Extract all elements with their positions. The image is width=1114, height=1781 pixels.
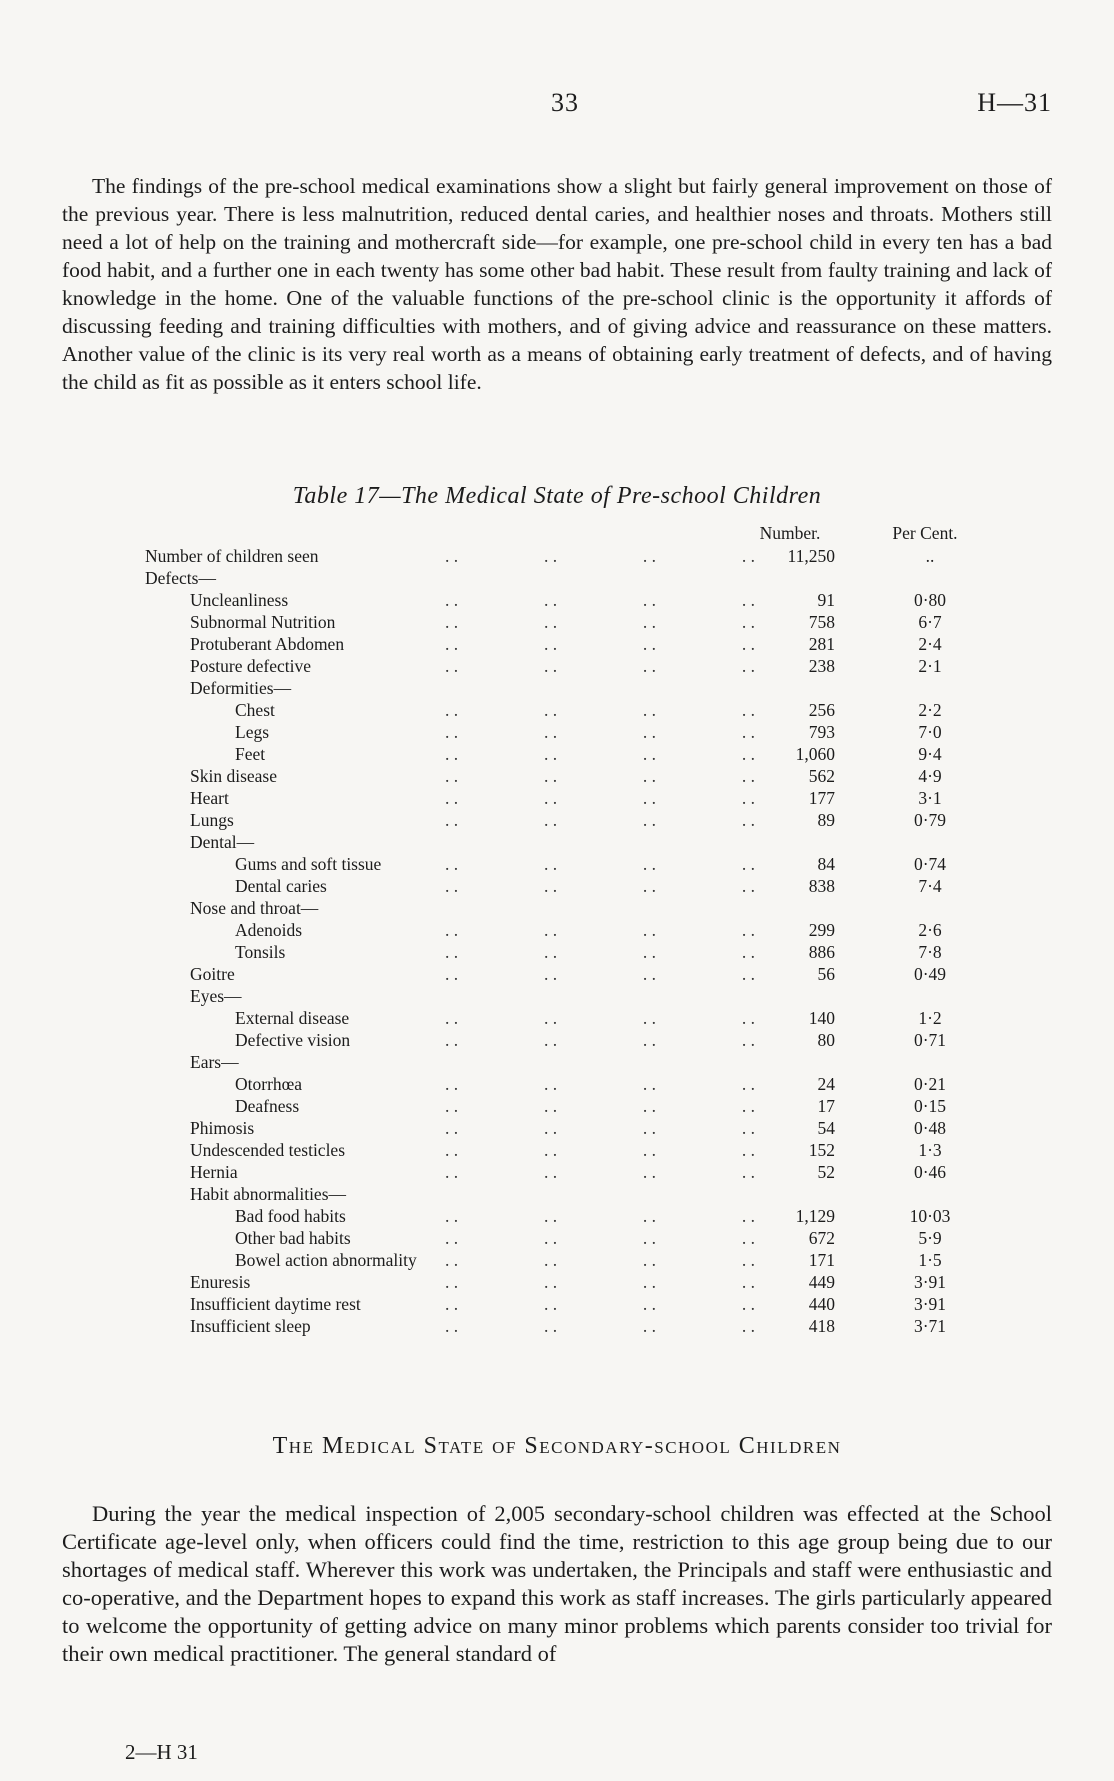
row-number: 17 <box>817 1096 835 1116</box>
table-row <box>145 1051 995 1073</box>
table-row <box>145 721 995 743</box>
row-label: Bowel action abnormality <box>235 1250 417 1270</box>
row-percent: 2·1 <box>918 656 942 676</box>
row-label: Chest <box>235 700 275 720</box>
secondary-school-paragraph: During the year the medical inspection of 2,005 secondary-school children was effected at the School Certificate age-level only, when officers could find the time, restriction to this age group being due to our shortages of medical staff. Wherever this work was undertaken, the Principals and staff were enthusiastic and co-operative, and the Department hopes to expand this work as staff increases. The girls particularly appeared to welcome the opportunity of getting advice on many minor problems which parents consider too trivial for their own medical practitioner. The general standard of <box>62 1500 1052 1666</box>
row-label: Bad food habits <box>235 1206 346 1226</box>
dot-leaders: . . . . . . . . <box>445 766 755 786</box>
row-percent: 0·79 <box>913 810 947 830</box>
dot-leaders: . . . . . . . . <box>445 656 755 676</box>
dot-leaders: . . . . . . . . <box>445 744 755 764</box>
row-number: 1,060 <box>795 744 835 764</box>
table-row <box>145 545 995 567</box>
row-percent: 6·7 <box>918 612 942 632</box>
row-label: Heart <box>190 788 229 808</box>
table-row <box>145 765 995 787</box>
row-percent: 0·15 <box>913 1096 947 1116</box>
dot-leaders: . . . . . . . . <box>445 722 755 742</box>
table-row <box>145 985 995 1007</box>
dot-leaders: . . . . . . . . <box>445 1294 755 1314</box>
row-percent: 2·4 <box>918 634 942 654</box>
table-row <box>145 1029 995 1051</box>
table-row <box>145 1139 995 1161</box>
row-percent: 0·48 <box>913 1118 947 1138</box>
row-percent: 5·9 <box>918 1228 942 1248</box>
row-label: Feet <box>235 744 266 764</box>
dot-leaders: . . . . . . . . <box>445 700 755 720</box>
row-percent: 7·4 <box>918 876 942 896</box>
row-number: 52 <box>817 1162 835 1182</box>
row-number: 89 <box>817 810 835 830</box>
table-row <box>145 1183 995 1205</box>
table-row <box>145 1007 995 1029</box>
column-header-number: Number. <box>759 523 821 543</box>
row-label: Tonsils <box>235 942 286 962</box>
table-row <box>145 567 995 589</box>
row-label: Legs <box>235 722 270 742</box>
dot-leaders: . . . . . . . . <box>445 854 755 874</box>
row-number: 177 <box>808 788 835 808</box>
table-row <box>145 1161 995 1183</box>
row-number: 838 <box>808 876 835 896</box>
row-number: 171 <box>808 1250 835 1270</box>
dot-leaders: . . . . . . . . <box>445 1096 755 1116</box>
row-percent: .. <box>925 546 935 566</box>
dot-leaders: . . . . . . . . <box>445 1316 755 1336</box>
row-label: Defective vision <box>235 1030 351 1050</box>
dot-leaders: . . . . . . . . <box>445 964 755 984</box>
table-row <box>145 1117 995 1139</box>
row-label: Ears— <box>190 1052 239 1072</box>
row-percent: 7·0 <box>918 722 942 742</box>
table-row <box>145 1227 995 1249</box>
table-row <box>145 1249 995 1271</box>
row-label: Gums and soft tissue <box>235 854 382 874</box>
row-number: 140 <box>808 1008 835 1028</box>
row-percent: 2·6 <box>918 920 942 940</box>
row-label: Other bad habits <box>235 1228 351 1248</box>
row-number: 758 <box>808 612 835 632</box>
row-percent: 1·2 <box>918 1008 942 1028</box>
row-percent: 4·9 <box>918 766 942 786</box>
row-label: Insufficient daytime rest <box>190 1294 361 1314</box>
row-percent: 10·03 <box>909 1206 951 1226</box>
table-row <box>145 1073 995 1095</box>
printer-signature: 2—H 31 <box>125 1740 198 1764</box>
row-percent: 9·4 <box>918 744 942 764</box>
row-label: Enuresis <box>190 1272 251 1292</box>
row-label: Goitre <box>190 964 235 984</box>
section-heading: The Medical State of Secondary-school Children <box>272 1433 842 1459</box>
table-row <box>145 677 995 699</box>
dot-leaders: . . . . . . . . <box>445 876 755 896</box>
row-number: 91 <box>817 590 835 610</box>
row-label: Nose and throat— <box>190 898 319 918</box>
row-number: 281 <box>808 634 835 654</box>
table-body <box>145 545 995 1337</box>
row-percent: 1·5 <box>918 1250 942 1270</box>
dot-leaders: . . . . . . . . <box>445 1250 755 1270</box>
row-label: Habit abnormalities— <box>190 1184 347 1204</box>
row-number: 238 <box>808 656 835 676</box>
table-row <box>145 963 995 985</box>
table-row <box>145 589 995 611</box>
row-number: 56 <box>817 964 835 984</box>
row-percent: 0·46 <box>913 1162 947 1182</box>
row-number: 84 <box>817 854 835 874</box>
row-label: Eyes— <box>190 986 242 1006</box>
row-percent: 2·2 <box>918 700 942 720</box>
table-row <box>145 875 995 897</box>
row-number: 418 <box>808 1316 835 1336</box>
table-row <box>145 1271 995 1293</box>
column-header-percent: Per Cent. <box>892 523 958 543</box>
dot-leaders: . . . . . . . . <box>445 788 755 808</box>
row-number: 449 <box>808 1272 835 1292</box>
row-label: Uncleanliness <box>190 590 289 610</box>
table-row <box>145 633 995 655</box>
row-percent: 7·8 <box>918 942 942 962</box>
row-percent: 3·91 <box>913 1294 947 1314</box>
row-number: 80 <box>817 1030 835 1050</box>
row-label: Deafness <box>235 1096 300 1116</box>
row-percent: 0·71 <box>913 1030 947 1050</box>
dot-leaders: . . . . . . . . <box>445 1074 755 1094</box>
row-number: 1,129 <box>795 1206 835 1226</box>
page-number: 33 <box>551 88 579 117</box>
row-label: Posture defective <box>190 656 311 676</box>
table-row <box>145 831 995 853</box>
row-label: Protuberant Abdomen <box>190 634 345 654</box>
row-percent: 0·74 <box>913 854 947 874</box>
row-label: Dental— <box>190 832 255 852</box>
table-row <box>145 1293 995 1315</box>
row-label: Hernia <box>190 1162 238 1182</box>
row-number: 152 <box>808 1140 835 1160</box>
dot-leaders: . . . . . . . . <box>445 1206 755 1226</box>
intro-paragraph: The findings of the pre-school medical examinations show a slight but fairly general improvement on those of the previous year. There is less malnutrition, reduced dental caries, and healthier noses and throats. Mothers still need a lot of help on the training and mothercraft side—for example, one pre-school child in every ten has a bad food habit, and a further one in each twenty has some other bad habit. These result from faulty training and lack of knowledge in the home. One of the valuable functions of the pre-school clinic is the opportunity it affords of discussing feeding and training difficulties with mothers, and of giving advice and reassurance on these matters. Another value of the clinic is its very real worth as a means of obtaining early treatment of defects, and of having the child as fit as possible as it enters school life. <box>62 173 1052 394</box>
row-label: Otorrhœa <box>235 1074 303 1094</box>
dot-leaders: . . . . . . . . <box>445 1140 755 1160</box>
table-row <box>145 897 995 919</box>
row-label: Lungs <box>190 810 234 830</box>
row-percent: 1·3 <box>918 1140 942 1160</box>
dot-leaders: . . . . . . . . <box>445 612 755 632</box>
table-title: Table 17—The Medical State of Pre-school Children <box>292 483 822 509</box>
row-percent: 0·21 <box>913 1074 947 1094</box>
table-row <box>145 853 995 875</box>
dot-leaders: . . . . . . . . <box>445 1228 755 1248</box>
row-number: 24 <box>817 1074 835 1094</box>
table-row <box>145 743 995 765</box>
table-row <box>145 1205 995 1227</box>
dot-leaders: . . . . . . . . <box>445 1272 755 1292</box>
row-label: Number of children seen <box>145 546 319 566</box>
row-number: 299 <box>808 920 835 940</box>
table-row <box>145 787 995 809</box>
row-number: 793 <box>808 722 835 742</box>
row-percent: 3·91 <box>913 1272 947 1292</box>
row-number: 256 <box>808 700 835 720</box>
table-row <box>145 919 995 941</box>
table-header-row <box>145 523 995 545</box>
row-label: Deformities— <box>190 678 292 698</box>
table-row <box>145 941 995 963</box>
row-number: 54 <box>817 1118 835 1138</box>
table-row <box>145 1095 995 1117</box>
row-label: Insufficient sleep <box>190 1316 311 1336</box>
row-number: 11,250 <box>787 546 835 566</box>
dot-leaders: . . . . . . . . <box>445 1162 755 1182</box>
row-number: 562 <box>808 766 835 786</box>
row-number: 886 <box>808 942 835 962</box>
dot-leaders: . . . . . . . . <box>445 942 755 962</box>
row-number: 672 <box>808 1228 835 1248</box>
row-label: Subnormal Nutrition <box>190 612 336 632</box>
table-row <box>145 809 995 831</box>
row-label: Skin disease <box>190 766 278 786</box>
medical-state-table <box>145 523 995 1337</box>
dot-leaders: . . . . . . . . <box>445 920 755 940</box>
row-label: Dental caries <box>235 876 327 896</box>
dot-leaders: . . . . . . . . <box>445 546 755 566</box>
dot-leaders: . . . . . . . . <box>445 1008 755 1028</box>
table-row <box>145 1315 995 1337</box>
dot-leaders: . . . . . . . . <box>445 590 755 610</box>
table-row <box>145 699 995 721</box>
row-label: Phimosis <box>190 1118 255 1138</box>
document-code: H—31 <box>977 88 1052 117</box>
dot-leaders: . . . . . . . . <box>445 634 755 654</box>
row-percent: 3·1 <box>918 788 942 808</box>
row-label: Defects— <box>145 568 216 588</box>
row-label: Adenoids <box>235 920 303 940</box>
row-label: Undescended testicles <box>190 1140 346 1160</box>
row-percent: 0·80 <box>913 590 947 610</box>
row-number: 440 <box>808 1294 835 1314</box>
row-percent: 0·49 <box>913 964 947 984</box>
row-percent: 3·71 <box>913 1316 947 1336</box>
table-row <box>145 611 995 633</box>
dot-leaders: . . . . . . . . <box>445 810 755 830</box>
dot-leaders: . . . . . . . . <box>445 1030 755 1050</box>
row-label: External disease <box>235 1008 350 1028</box>
dot-leaders: . . . . . . . . <box>445 1118 755 1138</box>
table-row <box>145 655 995 677</box>
